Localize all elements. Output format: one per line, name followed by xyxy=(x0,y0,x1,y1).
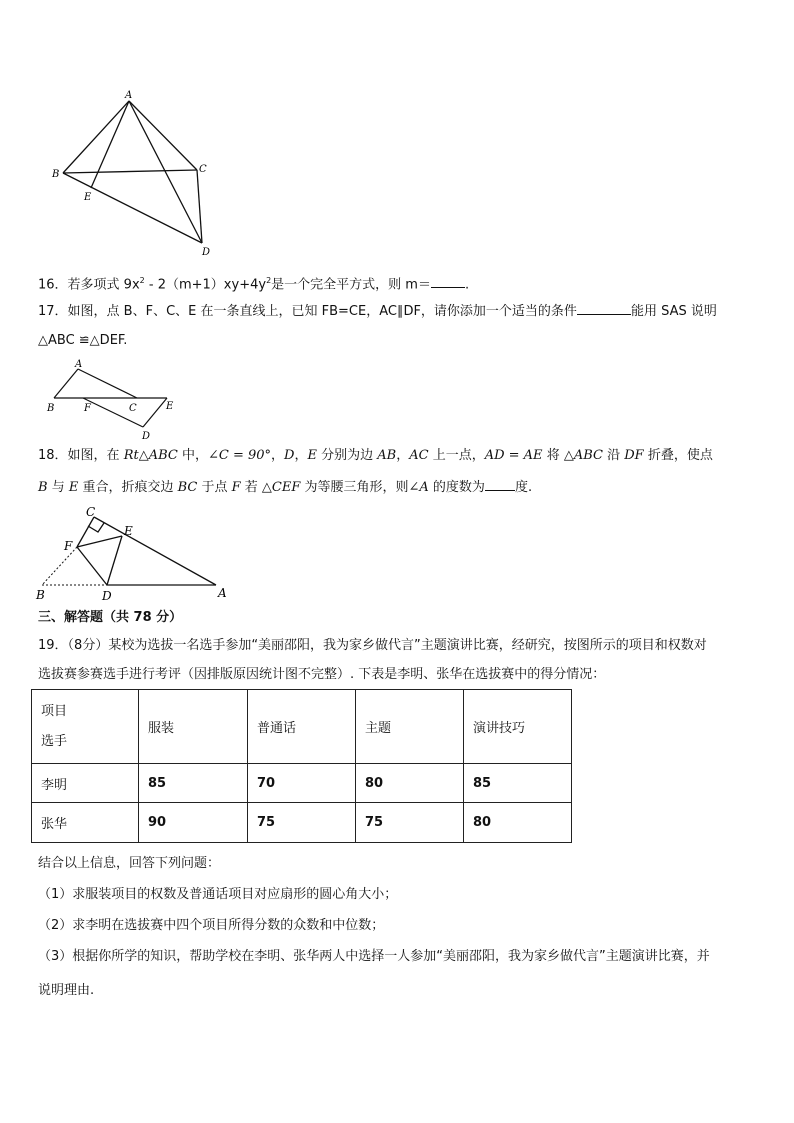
column-header: 演讲技巧 xyxy=(464,690,572,764)
q16-text-c: 是一个完全平方式，则 m＝ xyxy=(271,277,431,293)
label-d: D xyxy=(142,431,151,442)
segment-fd xyxy=(77,547,107,585)
table-row xyxy=(32,764,572,803)
label-b: B xyxy=(36,588,45,602)
q18-l1-m8: △ABC xyxy=(563,448,603,463)
segment-ad xyxy=(129,101,202,243)
q18-l1-m5: AB xyxy=(377,448,397,463)
segment-de xyxy=(143,398,167,427)
q18-l1-p9: 沿 xyxy=(602,448,625,463)
figure-two-triangles xyxy=(40,355,190,445)
q18-l2-p2: 重合，折痕交边 xyxy=(78,480,178,495)
table-header-row xyxy=(32,690,572,764)
score-cell: 90 xyxy=(139,803,248,843)
question-19-sub3-line1: （3）根据你所学的知识，帮助学校在李明、张华两人中选择一人参加“美丽邵阳，我为家乡做代言”主题演讲比赛，并 xyxy=(38,949,710,964)
q16-text-a: 若多项式 9x xyxy=(67,277,140,293)
score-cell: 75 xyxy=(356,803,464,843)
q18-l2-p4: 若 xyxy=(240,480,262,495)
table-row xyxy=(32,803,572,843)
question-19-sub3-line2: 说明理由. xyxy=(38,983,95,998)
q18-l1-p10: 折叠，使点 xyxy=(643,448,713,463)
q18-l1-m2: ∠C = 90° xyxy=(207,448,272,463)
section-3-title: 三、解答题（共 78 分） xyxy=(38,610,183,625)
question-19-line1: 19．（8分）某校为选拔一名选手参加“美丽邵阳，我为家乡做代言”主题演讲比赛，经研究，按图所示的项目和权数对 xyxy=(38,638,707,653)
q18-l2-m3: BC xyxy=(177,480,198,495)
segment-ac xyxy=(78,369,137,398)
label-b: B xyxy=(47,403,55,414)
q18-l2-m2: E xyxy=(68,480,79,495)
segment-cf xyxy=(77,517,94,547)
label-e: E xyxy=(84,192,92,203)
q18-l1-p6: ， xyxy=(396,448,410,463)
column-header: 服装 xyxy=(139,690,248,764)
label-e: E xyxy=(166,401,174,412)
question-17-line2 xyxy=(38,332,127,350)
segment-fe xyxy=(77,536,122,547)
figure-folded-triangle xyxy=(30,502,240,608)
segment-ed xyxy=(107,536,122,585)
label-f: F xyxy=(64,539,73,553)
figure-triangle-abcde xyxy=(40,85,230,260)
column-header: 普通话 xyxy=(248,690,356,764)
question-18-line1 xyxy=(38,447,713,465)
q16-number: 16． xyxy=(38,277,68,293)
label-f: F xyxy=(84,403,91,414)
label-a: A xyxy=(75,359,83,370)
segment-ac xyxy=(129,101,197,170)
q17-answer-blank[interactable] xyxy=(577,302,631,315)
question-19-line2: 选拔赛参赛选手进行考评（因排版原因统计图不完整）. 下表是李明、张华在选拔赛中的得分情况： xyxy=(38,667,606,682)
q18-l1-p2: 中， xyxy=(177,448,208,463)
q17-text-b: 能用 SAS 说明 xyxy=(630,304,717,319)
question-19-intro: 结合以上信息，回答下列问题： xyxy=(38,856,221,871)
segment-cd xyxy=(197,170,202,243)
q18-l2-p5: 为等腰三角形，则 xyxy=(300,480,409,495)
row-name: 李明 xyxy=(32,764,139,803)
q18-l1-m9: DF xyxy=(624,448,644,463)
q18-l2-p1: 与 xyxy=(47,480,69,495)
label-e: E xyxy=(124,524,133,538)
label-a: A xyxy=(218,586,227,600)
score-table xyxy=(31,689,572,843)
q18-l1-p5: 分别为边 xyxy=(316,448,378,463)
q18-l1-p3: ， xyxy=(271,448,285,463)
score-cell: 85 xyxy=(139,764,248,803)
q16-text-b: - 2（m+1）xy+4y xyxy=(144,277,267,293)
q18-answer-blank[interactable] xyxy=(485,478,515,491)
q18-l2-p7: 度. xyxy=(514,480,533,495)
score-cell: 75 xyxy=(248,803,356,843)
q16-sup2: 2 xyxy=(266,276,272,285)
q18-l2-m5: △CEF xyxy=(261,480,301,495)
row-name: 张华 xyxy=(32,803,139,843)
q18-l1-m6: AC xyxy=(409,448,429,463)
q18-l1-p8: 将 xyxy=(542,448,564,463)
q16-text-end: . xyxy=(464,277,470,293)
q18-l1-m4: E xyxy=(307,448,317,463)
q18-l2-m6: ∠A xyxy=(408,480,429,495)
label-c: C xyxy=(199,164,207,175)
label-d: D xyxy=(202,247,211,258)
segment-ca xyxy=(94,517,216,585)
score-cell: 70 xyxy=(248,764,356,803)
q18-l1-p1: 18．如图，在 xyxy=(38,448,124,463)
corner-top-label: 项目 xyxy=(41,703,68,719)
q18-l2-p6: 的度数为 xyxy=(428,480,485,495)
q18-l1-p7: 上一点， xyxy=(428,448,485,463)
q18-l2-p3: 于点 xyxy=(197,480,232,495)
question-17-line1 xyxy=(38,302,717,321)
label-a: A xyxy=(125,90,133,101)
segment-bc xyxy=(63,170,197,173)
q18-l1-m3: D xyxy=(284,448,295,463)
label-d: D xyxy=(102,589,112,603)
q18-l1-m1: Rt△ABC xyxy=(123,448,178,463)
question-19-sub2: （2）求李明在选拔赛中四个项目所得分数的众数和中位数； xyxy=(38,918,385,933)
q18-l1-p4: ， xyxy=(294,448,308,463)
label-c: C xyxy=(86,505,96,519)
q18-l2-m4: F xyxy=(231,480,241,495)
question-19-sub1: （1）求服装项目的权数及普通话项目对应扇形的圆心角大小； xyxy=(38,887,398,902)
score-cell: 85 xyxy=(464,764,572,803)
segment-bd xyxy=(63,173,202,243)
column-header: 主题 xyxy=(356,690,464,764)
segment-ab xyxy=(63,101,129,173)
q16-sup1: 2 xyxy=(139,276,145,285)
segment-ae xyxy=(91,101,129,188)
q18-l2-m1: B xyxy=(38,480,48,495)
question-18-line2 xyxy=(38,478,532,497)
question-16 xyxy=(38,272,469,294)
corner-bottom-label: 选手 xyxy=(41,733,68,749)
q17-text-line2: △ABC ≌△DEF. xyxy=(38,333,128,348)
q17-text-a: 17．如图，点 B、F、C、E 在一条直线上，已知 FB=CE，AC∥DF，请你添加一个适当的条件 xyxy=(38,304,577,319)
score-cell: 80 xyxy=(464,803,572,843)
score-cell: 80 xyxy=(356,764,464,803)
q16-answer-blank[interactable] xyxy=(431,275,465,288)
label-c: C xyxy=(129,403,137,414)
label-b: B xyxy=(52,169,60,180)
q18-l1-m7: AD = AE xyxy=(484,448,543,463)
table-corner-cell xyxy=(32,690,139,764)
segment-ab xyxy=(54,369,78,398)
